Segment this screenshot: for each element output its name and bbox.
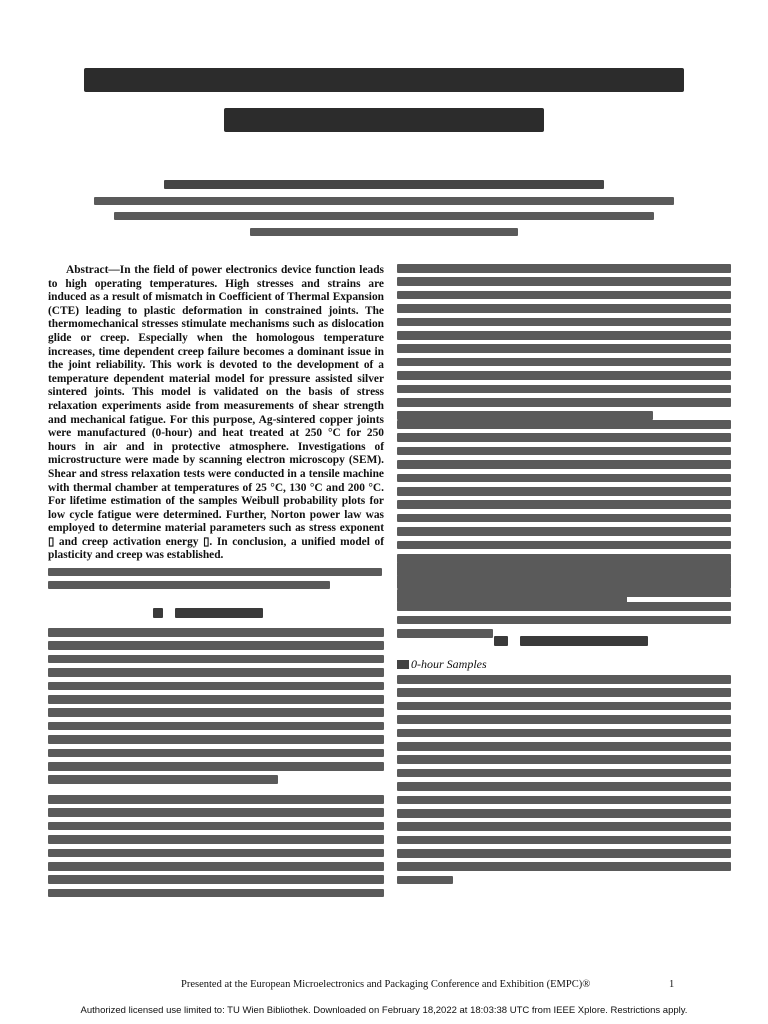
right-column-paragraph-1 <box>397 264 731 425</box>
section-heading-introduction <box>153 608 263 618</box>
subsection-marker <box>397 660 409 669</box>
license-notice: Authorized licensed use limited to: TU Wien Bibliothek. Downloaded on February 18,2022 at 18:03:38 UTC from IEEE Xplore. Restrictions apply. <box>80 1005 688 1016</box>
introduction-paragraph-2 <box>48 795 384 902</box>
index-terms <box>48 568 384 594</box>
conference-footer: Presented at the European Microelectronics and Packaging Conference and Exhibition (EMPC)® <box>181 979 591 990</box>
right-column-paragraph-3 <box>397 562 731 642</box>
paper-title <box>60 68 708 148</box>
abstract-paragraph: Abstract—In the field of power electronics device function leads to high operating temperatures. High stresses and strains are induced as a result of mismatch in Coefficient of Thermal Expansion (CTE) leading to plastic deformation in constrained joints. The thermomechanical stresses stimulate mechanisms such as dislocation glide or creep. Especially when the homologous temperature increases, time dependent creep failure becomes a dominant issue in the joint reliability. This work is devoted to the development of a temperature dependent material model for pressure assisted silver sintered joints. This model is validated on the basis of stress relaxation experiments aside from measurements of shear strength and mechanical fatigue. For this purpose, Ag-sintered copper joints were manufactured (0-hour) and heat treated at 250 °C for 250 hours in air and in protective atmosphere. Investigations of microstructure were made by scanning electron microscopy (SEM). Shear and stress relaxation tests were conducted in a tensile machine with thermal chamber at temperatures of 25 °C, 130 °C and 200 °C. For lifetime estimation of the samples Weibull probability plots for low cycle fatigue were determined. Further, Norton power law was employed to determine material parameters such as stress exponent ▯ and creep activation energy ▯. In conclusion, a unified model of plasticity and creep was established. <box>48 264 384 562</box>
page-number: 1 <box>669 979 675 990</box>
subsection-heading <box>397 657 487 672</box>
section-heading-ii <box>494 636 648 646</box>
introduction-paragraph-1 <box>48 628 384 789</box>
right-column-paragraph-4 <box>397 675 731 889</box>
author-affiliations <box>90 180 678 243</box>
subsection-title: 0-hour Samples <box>411 657 487 671</box>
